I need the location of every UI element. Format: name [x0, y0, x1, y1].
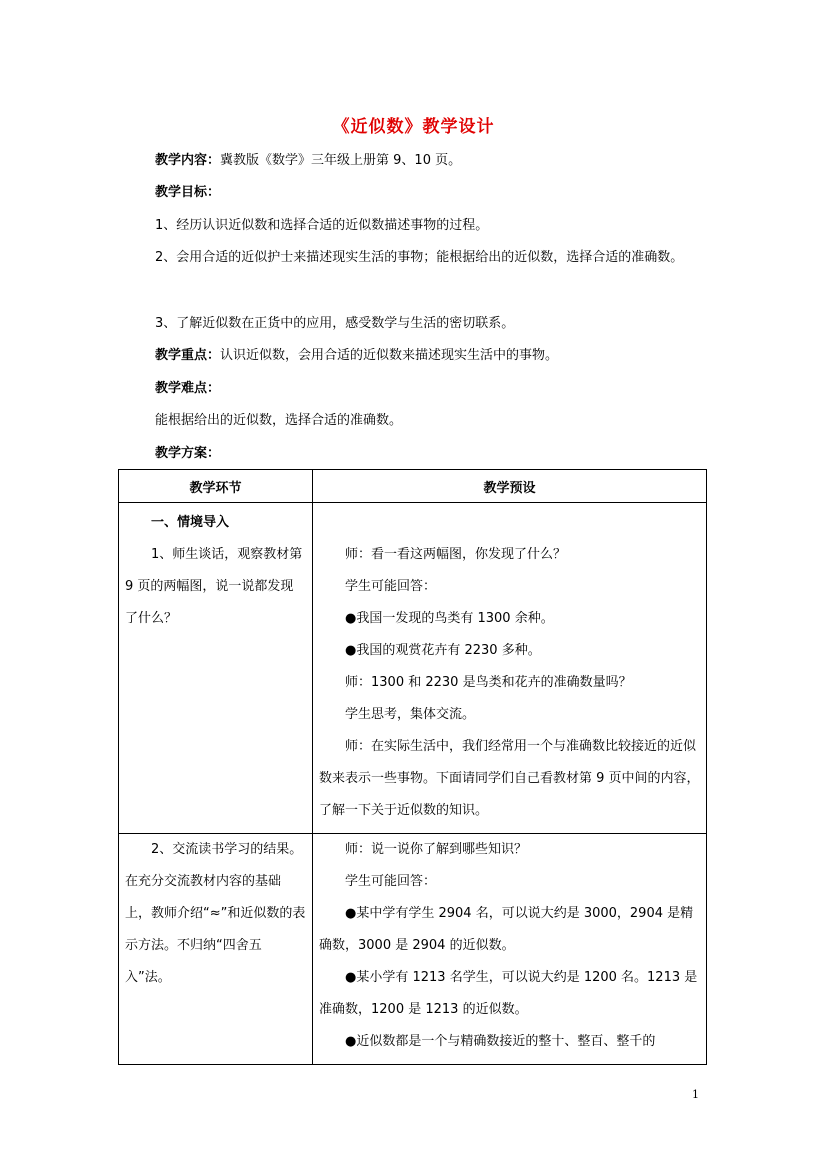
key-points-label: 教学重点：: [155, 348, 221, 363]
section1-left-cell: [119, 503, 313, 834]
section2-right-line: ●近似数都是一个与精确数接近的整十、整百、整千的: [345, 1034, 656, 1049]
key-points-text: 认识近似数，会用合适的近似数来描述现实生活中的事物。: [220, 348, 559, 363]
section2-right-line: ●某中学有学生 2904 名，可以说大约是 3000，2904 是精确数，3000 是 2904 的近似数。: [319, 906, 694, 953]
section1-right-cell: [313, 503, 707, 834]
content-label: 教学内容：: [155, 153, 221, 168]
content-line: [155, 152, 461, 170]
section2-right-line: 学生可能回答：: [345, 874, 437, 889]
section2-left-cell: [119, 834, 313, 1065]
section1-activity: 1、师生谈话，观察教材第 9 页的两幅图，说一说都发现了什么？: [125, 547, 303, 626]
difficulty-label: 教学难点：: [155, 381, 221, 396]
key-points-line: [155, 347, 558, 365]
section1-right-line: 师：1300 和 2230 是鸟类和花卉的准确数量吗？: [345, 675, 632, 690]
section2-right-line: 师：说一说你了解到哪些知识？: [345, 842, 528, 857]
section2-right-cell: [313, 834, 707, 1065]
content-text: 冀教版《数学》三年级上册第 9、10 页。: [220, 153, 462, 168]
header-teaching-preset: 教学预设: [313, 470, 707, 503]
section1-right-line: 学生可能回答：: [345, 579, 437, 594]
section1-heading: 一、情境导入: [151, 515, 230, 530]
page-number: 1: [692, 1088, 699, 1101]
teaching-plan-table: [118, 469, 707, 1065]
document-title: 《近似数》教学设计: [332, 117, 495, 137]
section1-right-line: 学生思考，集体交流。: [345, 707, 476, 722]
header-teaching-step: 教学环节: [119, 470, 313, 503]
section1-right-line: 师：在实际生活中，我们经常用一个与准确数比较接近的近似数来表示一些事物。下面请同学们自己看教材第 9 页中间的内容，了解一下关于近似数的知识。: [319, 739, 700, 818]
table-header-row: [119, 470, 707, 503]
section2-activity: 2、交流读书学习的结果。在充分交流教材内容的基础上，教师介绍“≈”和近似数的表示方法。不归纳“四舍五入”法。: [125, 842, 306, 985]
section1-right-line: ●我国一发现的鸟类有 1300 余种。: [345, 611, 554, 626]
section2-right-line: ●某小学有 1213 名学生，可以说大约是 1200 名。1213 是准确数，1200 是 1213 的近似数。: [319, 970, 698, 1017]
goal-item-2: 2、会用合适的近似护士来描述现实生活的事物；能根据给出的近似数，选择合适的准确数。: [155, 250, 684, 265]
section1-right-line: 师：看一看这两幅图，你发现了什么？: [345, 547, 567, 562]
plan-label: 教学方案：: [155, 446, 221, 461]
difficulty-text: 能根据给出的近似数，选择合适的准确数。: [155, 413, 403, 428]
goals-label: 教学目标：: [155, 185, 221, 200]
goal-item-1: 1、经历认识近似数和选择合适的近似数描述事物的过程。: [155, 218, 489, 233]
table-row: [119, 503, 707, 834]
table-row: [119, 834, 707, 1065]
section1-right-line: ●我国的观赏花卉有 2230 多种。: [345, 643, 541, 658]
goal-item-3: 3、了解近似数在正货中的应用，感受数学与生活的密切联系。: [155, 316, 515, 331]
